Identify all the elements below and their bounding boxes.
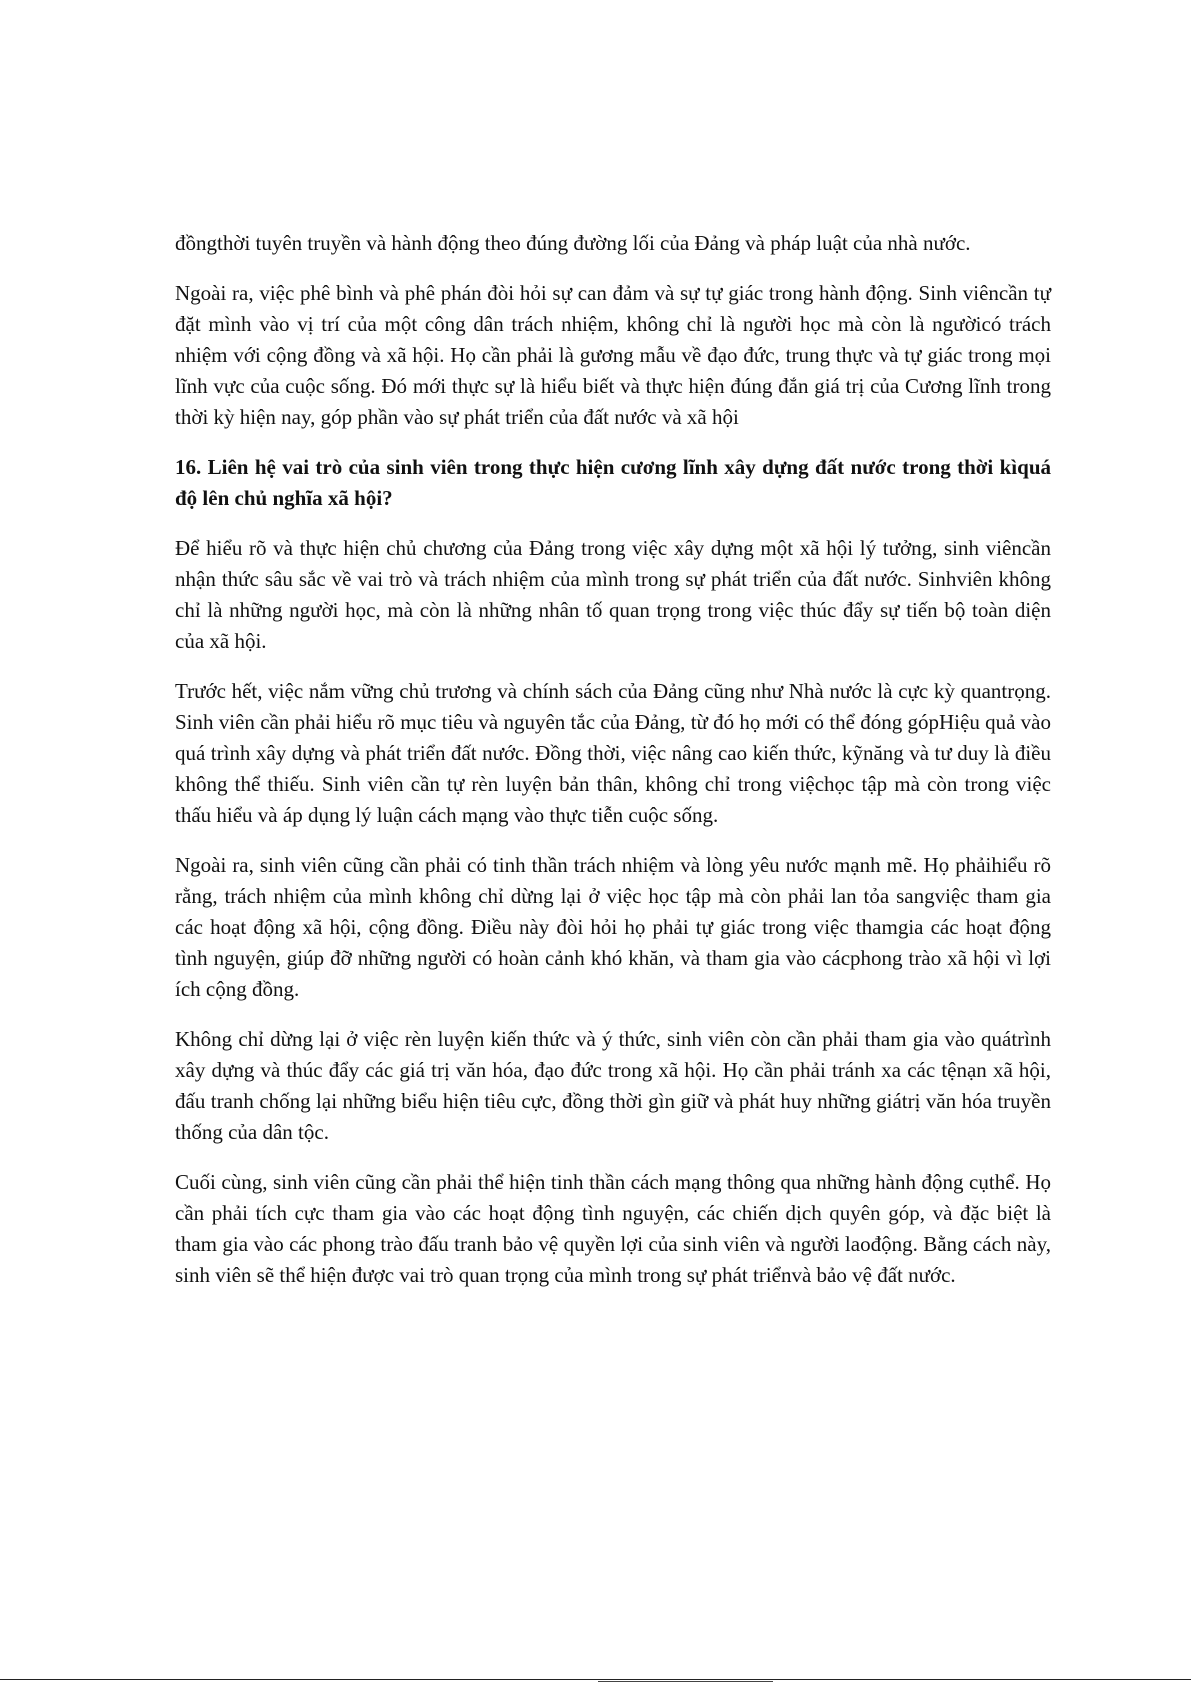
section-heading-16: 16. Liên hệ vai trò của sinh viên trong thực hiện cương lĩnh xây dựng đất nước trong thời kìquá độ lên chủ nghĩa xã hội? (175, 455, 1051, 510)
paragraph-conclusion: Cuối cùng, sinh viên cũng cần phải thể hiện tinh thần cách mạng thông qua những hành động cụthể. Họ cần phải tích cực tham gia vào các hoạt động tình nguyện, các chiến dịch quyên góp, và đặc biệt là tham gia vào các phong trào đấu tranh bảo vệ quyền lợi của sinh viên và người laođộng. Bằng cách này, sinh viên sẽ thể hiện được vai trò quan trọng của mình trong sự phát triểnvà bảo vệ đất nước. (175, 1170, 1051, 1287)
paragraph-responsibility: Ngoài ra, sinh viên cũng cần phải có tinh thần trách nhiệm và lòng yêu nước mạnh mẽ. Họ phảihiểu rõ rằng, trách nhiệm của mình không chỉ dừng lại ở việc học tập mà còn phải lan tỏa sangviệc tham gia các hoạt động xã hội, cộng đồng. Điều này đòi hỏi họ phải tự giác trong việc thamgia các hoạt động tình nguyện, giúp đỡ những người có hoàn cảnh khó khăn, và tham gia vào cácphong trào xã hội vì lợi ích cộng đồng. (175, 853, 1051, 1001)
document-page (175, 228, 1051, 1310)
paragraph-continuation: đồngthời tuyên truyền và hành động theo đúng đường lối của Đảng và pháp luật của nhà nước. (175, 231, 971, 255)
footer-divider-accent (598, 1681, 773, 1682)
footer-divider (0, 1679, 1191, 1680)
paragraph-culture: Không chỉ dừng lại ở việc rèn luyện kiến thức và ý thức, sinh viên còn cần phải tham gia vào quátrình xây dựng và thúc đẩy các giá trị văn hóa, đạo đức trong xã hội. Họ cần phải tránh xa các tệnạn xã hội, đấu tranh chống lại những biểu hiện tiêu cực, đồng thời gìn giữ và phát huy những giátrị văn hóa truyền thống của dân tộc. (175, 1027, 1051, 1144)
paragraph-first: Trước hết, việc nắm vững chủ trương và chính sách của Đảng cũng như Nhà nước là cực kỳ quantrọng. Sinh viên cần phải hiểu rõ mục tiêu và nguyên tắc của Đảng, từ đó họ mới có thể đóng gópHiệu quả vào quá trình xây dựng và phát triển đất nước. Đồng thời, việc nâng cao kiến thức, kỹnăng và tư duy là điều không thể thiếu. Sinh viên cần tự rèn luyện bản thân, không chỉ trong việchọc tập mà còn trong việc thấu hiểu và áp dụng lý luận cách mạng vào thực tiễn cuộc sống. (175, 679, 1051, 827)
paragraph-criticism: Ngoài ra, việc phê bình và phê phán đòi hỏi sự can đảm và sự tự giác trong hành động. Sinh viêncần tự đặt mình vào vị trí của một công dân trách nhiệm, không chỉ là người học mà còn là ngườicó trách nhiệm với cộng đồng và xã hội. Họ cần phải là gương mẫu về đạo đức, trung thực và tự giác trong mọi lĩnh vực của cuộc sống. Đó mới thực sự là hiểu biết và thực hiện đúng đắn giá trị của Cương lĩnh trong thời kỳ hiện nay, góp phần vào sự phát triển của đất nước và xã hội (175, 281, 1051, 429)
paragraph-intro: Để hiểu rõ và thực hiện chủ chương của Đảng trong việc xây dựng một xã hội lý tưởng, sinh viêncần nhận thức sâu sắc về vai trò và trách nhiệm của mình trong sự phát triển của đất nước. Sinhviên không chỉ là những người học, mà còn là những nhân tố quan trọng trong việc thúc đẩy sự tiến bộ toàn diện của xã hội. (175, 536, 1051, 653)
